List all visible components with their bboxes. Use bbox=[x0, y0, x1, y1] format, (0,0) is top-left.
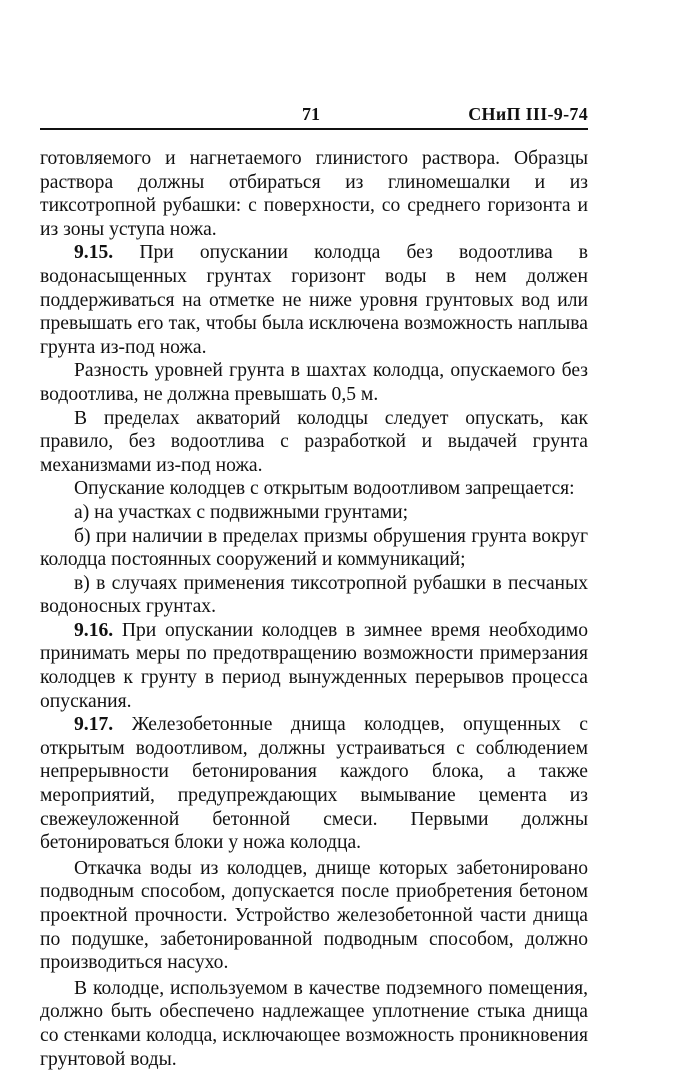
paragraph-text: В пределах акваторий колодцы следует опускать, как правило, без водоотлива с разработкой и выдачей грунта механизмами из-под ножа. bbox=[40, 407, 588, 476]
paragraph-text: При опускании колодцев в зимнее время необходимо принимать меры по предотвращению возможности примерзания колодцев к грунту в период вынужденных перерывов процесса опускания. bbox=[40, 619, 588, 712]
clause-9-16 bbox=[40, 619, 588, 713]
page-number: 71 bbox=[302, 104, 320, 124]
list-item-text: в) в случаях применения тиксотропной рубашки в песчаных водоносных грунтах. bbox=[40, 572, 588, 618]
paragraph-text: Опускание колодцев с открытым водоотливом запрещается: bbox=[74, 478, 575, 500]
paragraph bbox=[40, 359, 588, 406]
header-rule bbox=[40, 128, 588, 130]
paragraph bbox=[40, 407, 588, 478]
clause-number: 9.17. bbox=[74, 714, 114, 736]
paragraph-text: готовляемого и нагнетаемого глинистого раствора. Образцы раствора должны отбираться из глиномешалки и из тиксотропной рубашки: с поверхности, со среднего горизонта и из зоны уступа ножа. bbox=[40, 148, 588, 240]
list-item-text: б) при наличии в пределах призмы обрушения грунта вокруг колодца постоянных сооружений и коммуникаций; bbox=[40, 525, 588, 571]
paragraph bbox=[40, 977, 588, 1071]
list-item bbox=[40, 501, 588, 525]
page-header bbox=[40, 104, 588, 128]
paragraph-text: В колодце, используемом в качестве подземного помещения, должно быть обеспечено надлежащее уплотнение стыка днища со стенками колодца, исключающее возможность проникновения грунтовой воды. bbox=[40, 977, 588, 1070]
text-body bbox=[40, 147, 588, 1071]
list-item bbox=[40, 572, 588, 619]
list-item bbox=[40, 525, 588, 572]
clause-number: 9.15. bbox=[74, 242, 114, 264]
paragraph-text: Разность уровней грунта в шахтах колодца, опускаемого без водоотлива, не должна превышать 0,5 м. bbox=[40, 360, 588, 405]
paragraph bbox=[40, 477, 588, 501]
clause-9-15 bbox=[40, 241, 588, 359]
clause-9-17 bbox=[40, 713, 588, 855]
clause-number: 9.16. bbox=[74, 619, 114, 641]
list-item-text: а) на участках с подвижными грунтами; bbox=[74, 501, 409, 523]
paragraph bbox=[40, 857, 588, 975]
paragraph-text: Откачка воды из колодцев, днище которых забетонировано подводным способом, допускается после приобретения бетоном проектной прочности. Устройство железобетонной части днища по подушке, забетонированной подводным способом, должно производиться насухо. bbox=[40, 857, 588, 974]
paragraph-text: Железобетонные днища колодцев, опущенных с открытым водоотливом, должны устраиваться с соблюдением непрерывности бетонирования каждого блока, а также мероприятий, предупреждающих вымывание цемента из свежеуложенной бетонной смеси. Первыми должны бетонироваться блоки у ножа колодца. bbox=[40, 714, 588, 854]
paragraph-text: При опускании колодца без водоотлива в водонасыщенных грунтах горизонт воды в нем должен поддерживаться на отметке не ниже уровня грунтовых вод или превышать его так, чтобы была исключена возможность наплыва грунта из-под ножа. bbox=[40, 242, 589, 358]
standard-code: СНиП III-9-74 bbox=[468, 104, 588, 124]
paragraph-continuation bbox=[40, 147, 588, 241]
